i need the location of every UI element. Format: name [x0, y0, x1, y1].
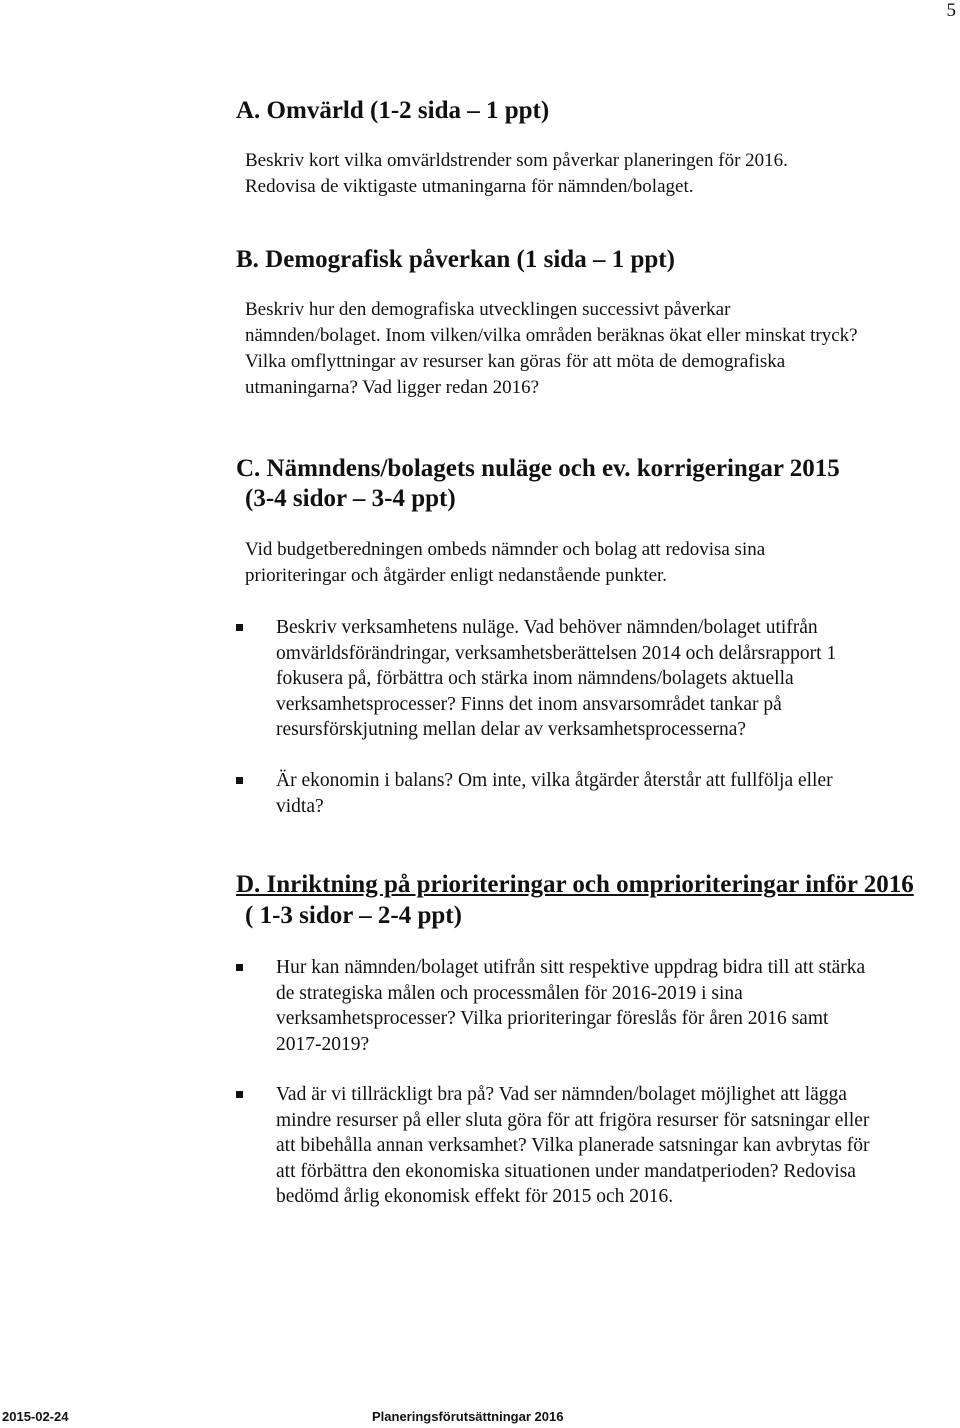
section-d-heading: D. Inriktning på prioriteringar och omprioriteringar inför 2016: [236, 871, 914, 898]
section-d-subheading: ( 1-3 sidor – 2-4 ppt): [245, 902, 462, 929]
bullet-line: mindre resurser på eller sluta göra för att frigöra resurser för satsningar eller: [276, 1109, 870, 1131]
page-number: 5: [946, 0, 956, 21]
bullet-line: Vad är vi tillräckligt bra på? Vad ser nämnden/bolaget möjlighet att lägga: [276, 1084, 847, 1105]
bullet-line: Är ekonomin i balans? Om inte, vilka åtgärder återstår att fullfölja eller: [276, 770, 833, 791]
bullet-line: bedömd årlig ekonomisk effekt för 2015 och 2016.: [276, 1186, 674, 1208]
section-a-line: Beskriv kort vilka omvärldstrender som påverkar planeringen för 2016.: [245, 150, 788, 171]
section-a-body: [245, 148, 945, 200]
bullet-text: [276, 955, 956, 1057]
footer-date: 2015-02-24: [2, 1409, 69, 1424]
bullet-line: resursförskjutning mellan delar av verksamhetsprocesserna?: [276, 719, 746, 741]
square-bullet-icon: [236, 1091, 243, 1098]
section-c-intro-line: Vid budgetberedningen ombeds nämnder och bolag att redovisa sina: [245, 539, 766, 560]
bullet-line: verksamhetsprocesser? Vilka prioriteringar föreslås för åren 2016 samt: [276, 1008, 829, 1030]
square-bullet-icon: [236, 964, 243, 971]
square-bullet-icon: [236, 624, 243, 631]
section-b-line: Vilka omflyttningar av resurser kan göras för att möta de demografiska: [245, 351, 786, 372]
bullet-line: verksamhetsprocesser? Finns det inom ansvarsområdet tankar på: [276, 693, 782, 715]
section-b-line: Beskriv hur den demografiska utvecklingen successivt påverkar: [245, 299, 731, 320]
bullet-line: vidta?: [276, 795, 324, 817]
section-c-subheading: (3-4 sidor – 3-4 ppt): [245, 485, 456, 512]
section-c-intro-line: prioriteringar och åtgärder enligt nedanstående punkter.: [245, 565, 668, 586]
section-b-line: utmaningarna? Vad ligger redan 2016?: [245, 377, 540, 398]
square-bullet-icon: [236, 777, 243, 784]
bullet-line: att bibehålla annan verksamhet? Vilka planerade satsningar kan avbrytas för: [276, 1135, 870, 1157]
bullet-line: att förbättra den ekonomiska situationen under mandatperioden? Redovisa: [276, 1160, 856, 1182]
bullet-text: [276, 768, 956, 819]
footer-title: Planeringsförutsättningar 2016: [372, 1409, 564, 1424]
section-b-body: [245, 297, 955, 401]
bullet-line: Hur kan nämnden/bolaget utifrån sitt respektive uppdrag bidra till att stärka: [276, 957, 866, 978]
bullet-line: Beskriv verksamhetens nuläge. Vad behöver nämnden/bolaget utifrån: [276, 617, 818, 638]
section-c-heading: C. Nämndens/bolagets nuläge och ev. korrigeringar 2015: [236, 455, 840, 482]
bullet-text: [276, 615, 956, 743]
section-c-intro: [245, 537, 945, 589]
bullet-line: 2017-2019?: [276, 1033, 370, 1055]
section-b-heading: B. Demografisk påverkan (1 sida – 1 ppt): [236, 246, 675, 273]
bullet-line: de strategiska målen och processmålen för 2016-2019 i sina: [276, 982, 743, 1004]
bullet-line: fokusera på, förbättra och stärka inom nämndens/bolagets aktuella: [276, 668, 794, 690]
section-a-line: Redovisa de viktigaste utmaningarna för nämnden/bolaget.: [245, 176, 694, 197]
bullet-text: [276, 1082, 956, 1210]
section-b-line: nämnden/bolaget. Inom vilken/vilka områden beräknas ökat eller minskat tryck?: [245, 325, 858, 346]
section-a-heading: A. Omvärld (1-2 sida – 1 ppt): [236, 97, 550, 124]
bullet-line: omvärldsförändringar, verksamhetsberättelsen 2014 och delårsrapport 1: [276, 642, 837, 664]
